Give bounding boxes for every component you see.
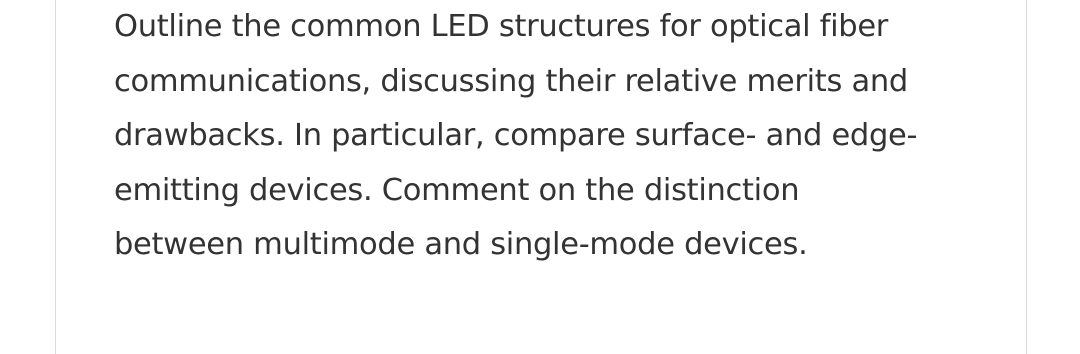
- question-text: [114, 0, 1019, 273]
- question-line-3: drawbacks. In particular, compare surface- and edge-: [114, 118, 918, 154]
- question-line-4: emitting devices. Comment on the distinction: [114, 172, 800, 208]
- question-line-5: between multimode and single-mode devices.: [114, 227, 808, 263]
- question-card: [55, 0, 1027, 354]
- question-line-2: communications, discussing their relative merits and: [114, 63, 908, 99]
- question-line-1: Outline the common LED structures for optical fiber: [114, 9, 889, 44]
